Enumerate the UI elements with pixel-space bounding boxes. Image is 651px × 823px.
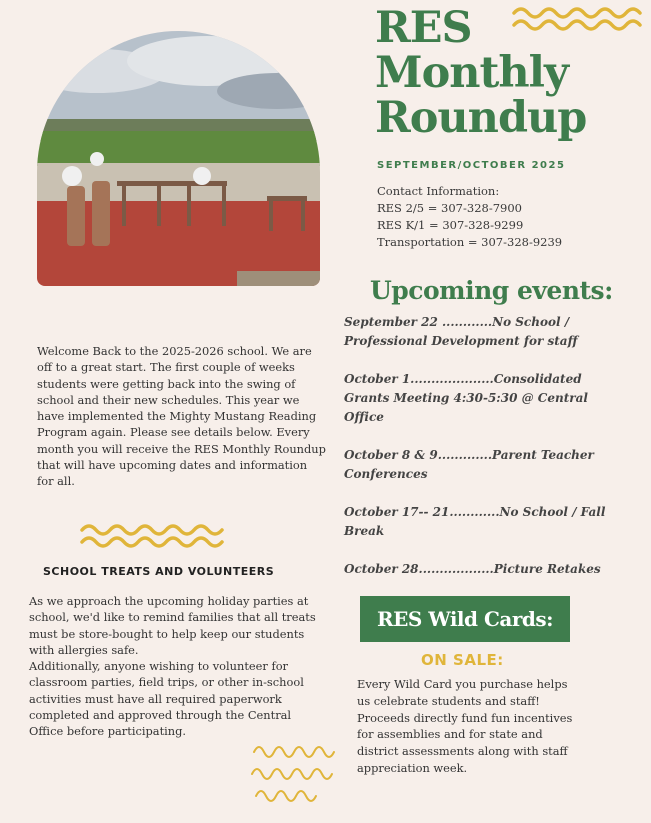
contact-line: Transportation = 307-328-9239 bbox=[377, 235, 563, 249]
event-item: October 8 & 9.............Parent Teacher Conferences bbox=[344, 448, 594, 481]
squiggle-divider bbox=[80, 520, 230, 550]
event-item: October 28..................Picture Retakes bbox=[344, 562, 601, 576]
playground-photo bbox=[37, 31, 320, 286]
upcoming-events-heading: Upcoming events: bbox=[370, 276, 613, 305]
contact-info bbox=[377, 183, 562, 251]
wild-cards-heading: RES Wild Cards: bbox=[376, 607, 554, 631]
treats-heading: SCHOOL TREATS AND VOLUNTEERS bbox=[43, 565, 275, 578]
event-item: October 17-- 21............No School / Fall Break bbox=[344, 505, 606, 538]
newsletter-title bbox=[375, 3, 635, 143]
contact-heading: Contact Information: bbox=[377, 184, 500, 198]
event-item: October 1....................Consolidated Grants Meeting 4:30-5:30 @ Central Office bbox=[344, 372, 588, 424]
contact-line: RES 2/5 = 307-328-7900 bbox=[377, 201, 522, 215]
event-item: September 22 ............No School / Professional Development for staff bbox=[344, 315, 578, 348]
title-line-1: RES bbox=[375, 3, 472, 53]
events-list bbox=[344, 313, 624, 598]
on-sale-label: ON SALE: bbox=[421, 651, 504, 669]
contact-line: RES K/1 = 307-328-9299 bbox=[377, 218, 524, 232]
title-line-2: Monthly bbox=[375, 48, 568, 98]
treats-paragraph: As we approach the upcoming holiday parties at school, we'd like to remind families that all treats must be store-bought to help keep our students with allergies safe. bbox=[29, 594, 316, 657]
volunteer-paragraph: Additionally, anyone wishing to volunteer for classroom parties, field trips, or other in-school activities must have all required paperwork completed and approved through the Central Office before participating. bbox=[29, 659, 304, 739]
wild-cards-text: Every Wild Card you purchase helps us celebrate students and staff! Proceeds directly fund fun incentives for assemblies and for state and district assessments along with staff appreciation week. bbox=[357, 677, 573, 775]
issue-date: SEPTEMBER/OCTOBER 2025 bbox=[377, 160, 566, 171]
welcome-paragraph: Welcome Back to the 2025-2026 school. We are off to a great start. The first couple of weeks students were getting back into the swing of school and their new schedules. This year we have implemented the Mighty Mustang Reading Program again. Please see details below. Every month you will receive the RES Monthly Roundup that will have upcoming dates and information for all. bbox=[37, 344, 326, 489]
wild-cards-banner bbox=[360, 596, 570, 642]
treats-section bbox=[29, 593, 319, 740]
title-line-3: Roundup bbox=[375, 93, 587, 143]
squiggle-decoration-bottom bbox=[250, 738, 340, 818]
